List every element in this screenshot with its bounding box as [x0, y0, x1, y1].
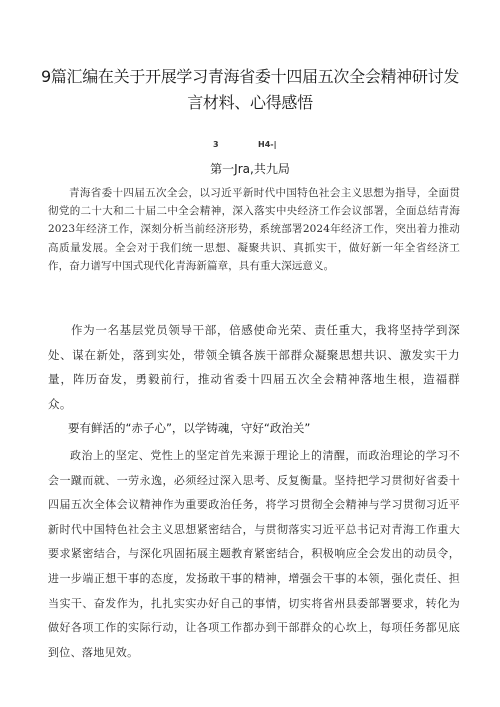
document-title: 9篇汇编在关于开展学习青海省委十四届五次全会精神研讨发言材料、心得感悟	[40, 67, 460, 112]
page-marker-right: H4-|	[258, 140, 277, 149]
page-marker-left: 3	[213, 140, 219, 149]
section-heading: 第一Jra,共九局	[210, 162, 290, 176]
paragraph-3: 政治上的坚定、党性上的坚定首先来源于理论上的清醒，而政治理论的学习不会一蹴而就、一劳永逸，必须经过深入思考、反复衡量。坚持把学习贯彻好省委十四届五次全体会议精神作为重要政治任务，将学习贯彻全会精神与学习贯彻习近平新时代中国特色社会主义思想紧密结合，与贯彻落实习近平总书记对青海工作重大要求紧密结合，与深化巩固拓展主题教育紧密结合，积极响应全会发出的动员令，进一步端正想干事的态度，发扬敢干事的精神，增强会干事的本领，强化责任、担当实干、奋发作为，扎扎实实办好自己的事情，切实将省州县委部署要求，转化为做好各项工作的实际行动，让各项工作都办到干部群众的心坎上，每项任务都见底到位、落地见效。	[48, 449, 460, 659]
page-marker-row	[0, 140, 500, 154]
paragraph-1: 青海省委十四届五次全会，以习近平新时代中国特色社会主义思想为指导，全面贯彻党的二十大和二十届二中全会精神，深入落实中央经济工作会议部署，全面总结青海2023年经济工作，深刻分析当前经济形势，系统部署2024年经济工作，突出着力推动高质量发展。全会对于我们统一思想、凝聚共识、真抓实干，做好新一年全省经济工作，奋力谱写中国式现代化青海新篇章，具有重大深远意义。	[48, 187, 460, 272]
sub-heading: 要有鲜活的“赤子心”，以学铸魂，守好“政治关”	[68, 421, 311, 435]
paragraph-2: 作为一名基层党员领导干部，倍感使命光荣、责任重大，我将坚持学到深处、谋在新处，落到实处，带领全镇各族干部群众凝聚思想共识、激发实干力量，阵历奋发，勇毅前行，推动省委十四届五次全会精神落地生根，造福群众。	[48, 323, 460, 411]
